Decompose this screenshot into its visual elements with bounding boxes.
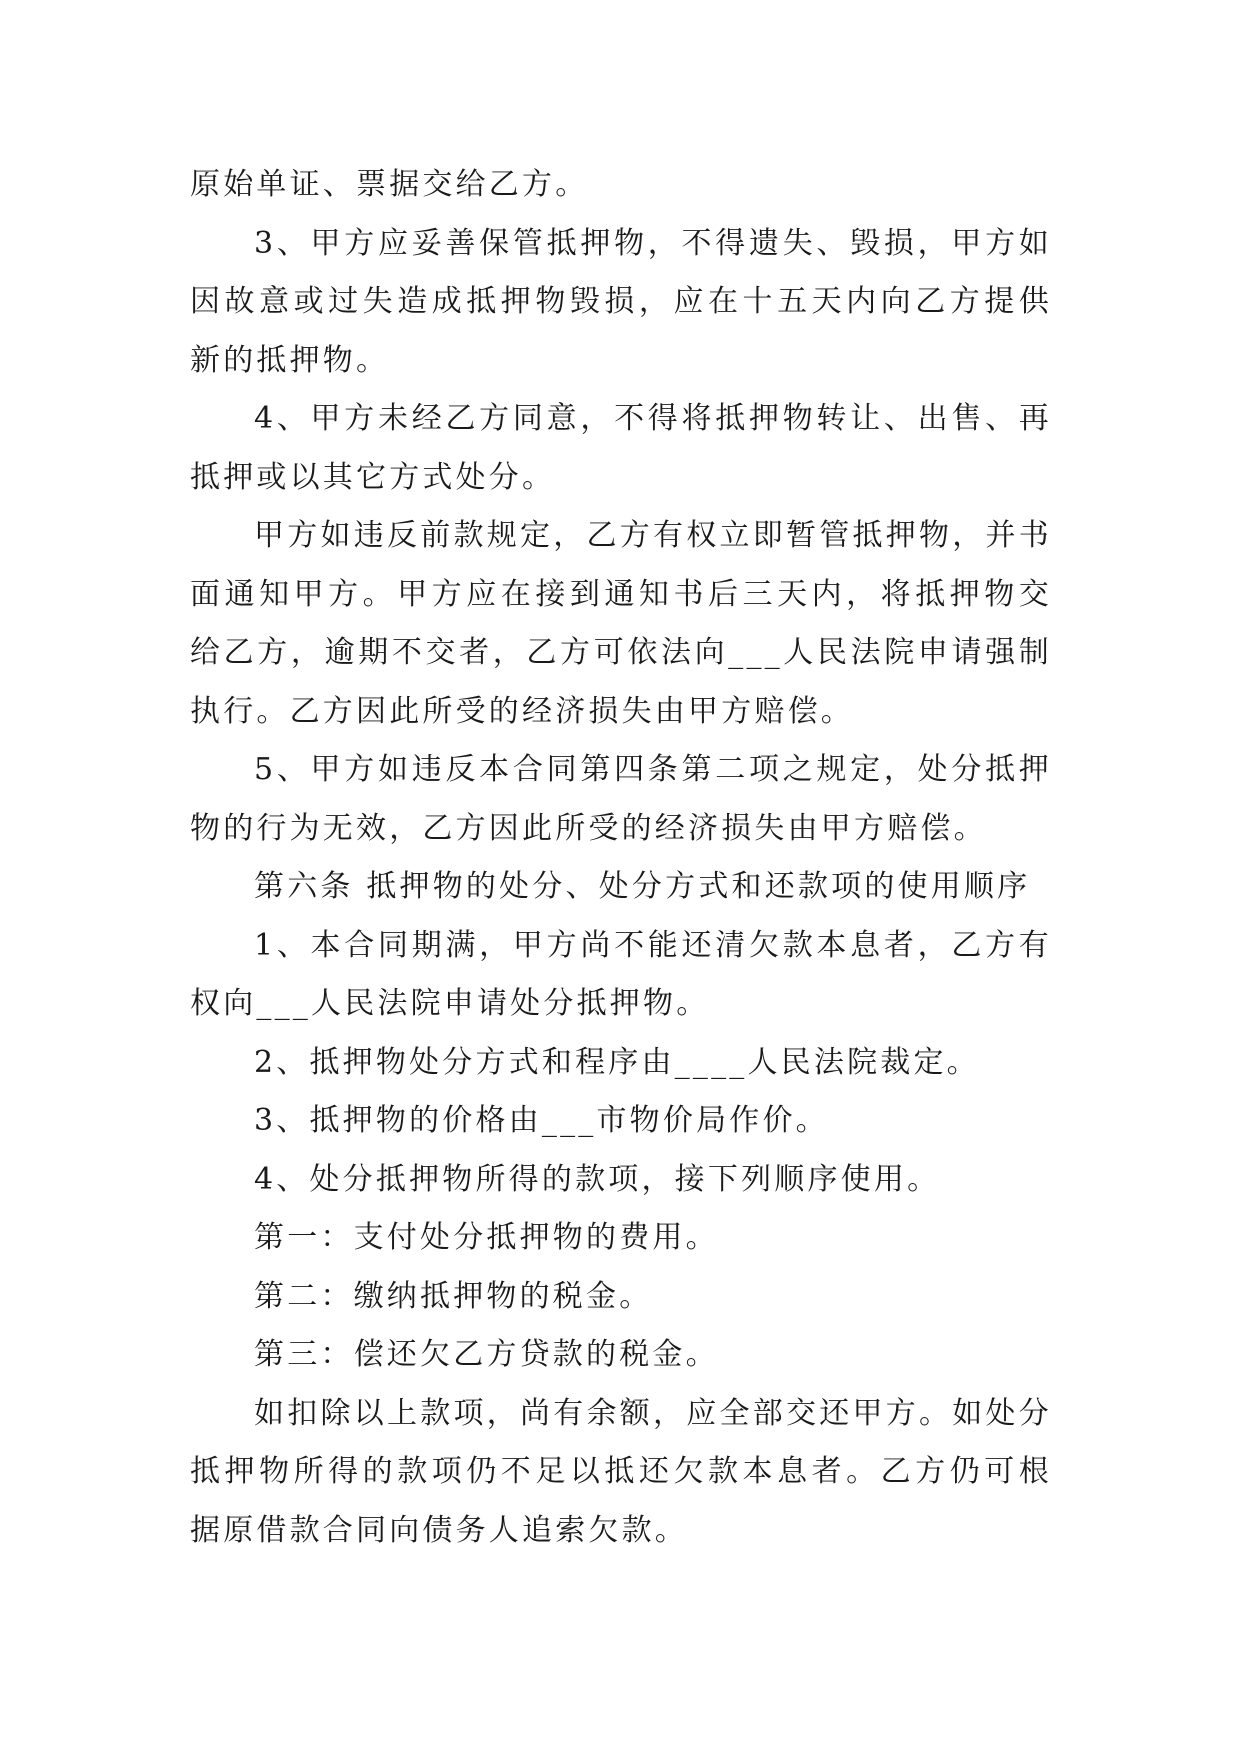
paragraph-clause-4: 4、甲方未经乙方同意，不得将抵押物转让、出售、再抵押或以其它方式处分。 [190, 401, 1052, 495]
paragraph-order-third: 第三：偿还欠乙方贷款的税金。 [254, 1337, 719, 1372]
article-six-heading: 第六条 抵押物的处分、处分方式和还款项的使用顺序 [254, 869, 1031, 904]
paragraph-violation: 甲方如违反前款规定，乙方有权立即暂管抵押物，并书面通知甲方。甲方应在接到通知书后三天内，将抵押物交给乙方，逾期不交者，乙方可依法向___人民法院申请强制执行。乙方因此所受的经济损失由甲方赔偿。 [190, 518, 1052, 729]
document-body [190, 156, 1052, 1560]
paragraph-clause-3: 3、甲方应妥善保管抵押物，不得遗失、毁损，甲方如因故意或过失造成抵押物毁损，应在十五天内向乙方提供新的抵押物。 [190, 225, 1052, 378]
paragraph-article6-item-2: 2、抵押物处分方式和程序由____人民法院裁定。 [254, 1044, 980, 1080]
paragraph-order-first: 第一：支付处分抵押物的费用。 [254, 1220, 719, 1255]
paragraph-clause-5: 5、甲方如违反本合同第四条第二项之规定，处分抵押物的行为无效，乙方因此所受的经济损失由甲方赔偿。 [190, 752, 1052, 846]
paragraph-order-second: 第二：缴纳抵押物的税金。 [254, 1278, 653, 1314]
paragraph-article6-item-4: 4、处分抵押物所得的款项，接下列顺序使用。 [254, 1161, 941, 1197]
paragraph-article6-item-1: 1、本合同期满，甲方尚不能还清欠款本息者，乙方有权向___人民法院申请处分抵押物。 [190, 927, 1052, 1021]
paragraph-article6-item-3: 3、抵押物的价格由___市物价局作价。 [254, 1103, 829, 1138]
paragraph-remainder: 如扣除以上款项，尚有余额，应全部交还甲方。如处分抵押物所得的款项仍不足以抵还欠款本息者。乙方仍可根据原借款合同向债务人追索欠款。 [190, 1395, 1052, 1548]
paragraph-continuation: 原始单证、票据交给乙方。 [190, 167, 589, 202]
